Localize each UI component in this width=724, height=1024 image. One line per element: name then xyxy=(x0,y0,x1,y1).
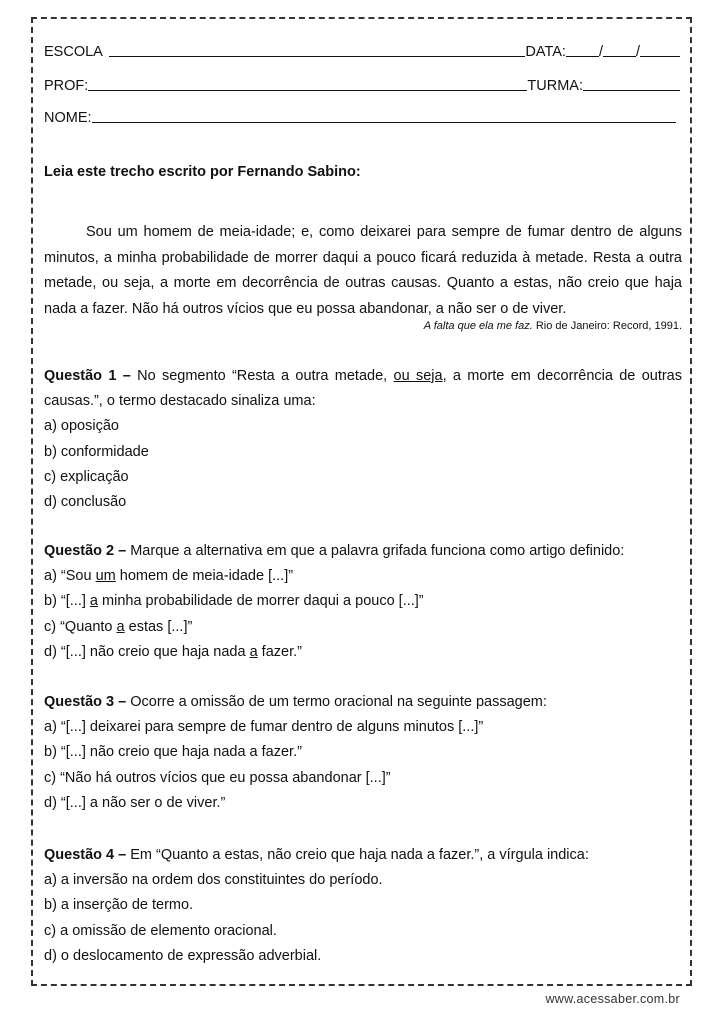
date-label: DATA: xyxy=(525,44,566,60)
question-4-option-b[interactable]: b) a inserção de termo. xyxy=(44,897,194,914)
school-line xyxy=(44,42,680,60)
date-sep-1: / xyxy=(598,44,603,60)
question-2-option-b[interactable] xyxy=(44,589,682,614)
q2-d-pre: d) “[...] não creio que haja nada xyxy=(44,643,250,660)
class-label: TURMA: xyxy=(527,78,583,94)
footer-website[interactable]: www.acessaber.com.br xyxy=(545,992,680,1006)
q2-a-underlined: um xyxy=(95,568,116,585)
q2-b-post: minha probabilidade de morrer daqui a pouco [...]” xyxy=(98,593,424,610)
q2-d-post: fazer.” xyxy=(257,643,302,660)
question-3 xyxy=(44,690,682,816)
question-2-option-c[interactable] xyxy=(44,615,682,640)
question-1-stem-pre: No segmento “Resta a outra metade, xyxy=(130,368,394,384)
q2-a-pre: a) “Sou xyxy=(44,568,96,585)
question-2-stem-text: Marque a alternativa em que a palavra grifada funciona como artigo definido: xyxy=(126,543,625,559)
question-3-label: Questão 3 – xyxy=(44,694,127,710)
question-1-option-d[interactable]: d) conclusão xyxy=(44,494,127,511)
name-line xyxy=(44,108,676,126)
passage-text: Sou um homem de meia-idade; e, como deixarei para sempre de fumar dentro de alguns minutos, a minha probabilidade de morrer daqui a pouco ficará reduzida à metade. Resta a outra metade, ou seja, a morte em decorrência de outras causas. Quanto a estas, não creio que haja nada a fazer. Não há outros vícios que eu possa abandonar, a não ser o de viver. xyxy=(44,224,682,318)
q2-d-underlined: a xyxy=(249,643,258,660)
question-2-option-d[interactable] xyxy=(44,640,682,665)
school-field[interactable] xyxy=(109,42,526,57)
question-4-option-a[interactable]: a) a inversão na ordem dos constituintes do período. xyxy=(44,872,383,889)
question-4-option-c[interactable]: c) a omissão de elemento oracional. xyxy=(44,922,277,939)
prof-field[interactable] xyxy=(88,76,527,91)
q2-c-pre: c) “Quanto xyxy=(44,618,117,635)
question-1-label: Questão 1 – xyxy=(44,368,131,384)
q2-a-post: homem de meia-idade [...]” xyxy=(115,568,294,585)
prof-line xyxy=(44,76,680,94)
source-citation xyxy=(44,320,682,332)
question-1-stem xyxy=(44,364,682,414)
question-2-stem xyxy=(44,539,682,564)
name-field[interactable] xyxy=(92,108,676,123)
q2-c-post: estas [...]” xyxy=(124,618,193,635)
question-2-label: Questão 2 – xyxy=(44,543,127,559)
date-sep-2: / xyxy=(635,44,640,60)
question-3-stem xyxy=(44,690,682,715)
question-4-stem-text: Em “Quanto a estas, não creio que haja nada a fazer.”, a vírgula indica: xyxy=(126,847,589,863)
date-day-field[interactable] xyxy=(566,42,599,57)
question-1-option-a[interactable]: a) oposição xyxy=(44,418,119,435)
question-1-option-b[interactable]: b) conformidade xyxy=(44,443,149,460)
question-3-option-d[interactable]: d) “[...] a não ser o de viver.” xyxy=(44,794,226,811)
question-2 xyxy=(44,539,682,665)
q2-b-pre: b) “[...] xyxy=(44,593,90,610)
school-label: ESCOLA xyxy=(44,44,103,60)
passage xyxy=(44,220,682,323)
question-4-stem xyxy=(44,843,682,868)
source-rest: Rio de Janeiro: Record, 1991. xyxy=(532,320,682,332)
question-1-option-c[interactable]: c) explicação xyxy=(44,468,129,485)
date-month-field[interactable] xyxy=(603,42,636,57)
question-1-highlight: ou seja xyxy=(393,368,443,384)
q2-c-underlined: a xyxy=(116,618,125,635)
question-2-option-a[interactable] xyxy=(44,564,682,589)
date-year-field[interactable] xyxy=(640,42,680,57)
question-3-stem-text: Ocorre a omissão de um termo oracional na seguinte passagem: xyxy=(126,694,547,710)
q2-b-underlined: a xyxy=(89,593,98,610)
question-1 xyxy=(44,364,682,515)
intro-heading: Leia este trecho escrito por Fernando Sabino: xyxy=(44,164,361,180)
class-field[interactable] xyxy=(583,76,680,91)
question-4-option-d[interactable]: d) o deslocamento de expressão adverbial. xyxy=(44,947,322,964)
question-3-option-a[interactable]: a) “[...] deixarei para sempre de fumar dentro de alguns minutos [...]” xyxy=(44,719,484,736)
question-1-stem-post: , a morte em decorrência de outras causas.”, o termo destacado sinaliza uma: xyxy=(44,368,682,410)
name-label: NOME: xyxy=(44,110,92,126)
question-4-label: Questão 4 – xyxy=(44,847,127,863)
question-4 xyxy=(44,843,682,969)
question-3-option-c[interactable]: c) “Não há outros vícios que eu possa abandonar [...]” xyxy=(44,769,391,786)
prof-label: PROF: xyxy=(44,78,89,94)
source-title: A falta que ela me faz. xyxy=(423,320,533,332)
question-3-option-b[interactable]: b) “[...] não creio que haja nada a fazer.” xyxy=(44,744,302,761)
